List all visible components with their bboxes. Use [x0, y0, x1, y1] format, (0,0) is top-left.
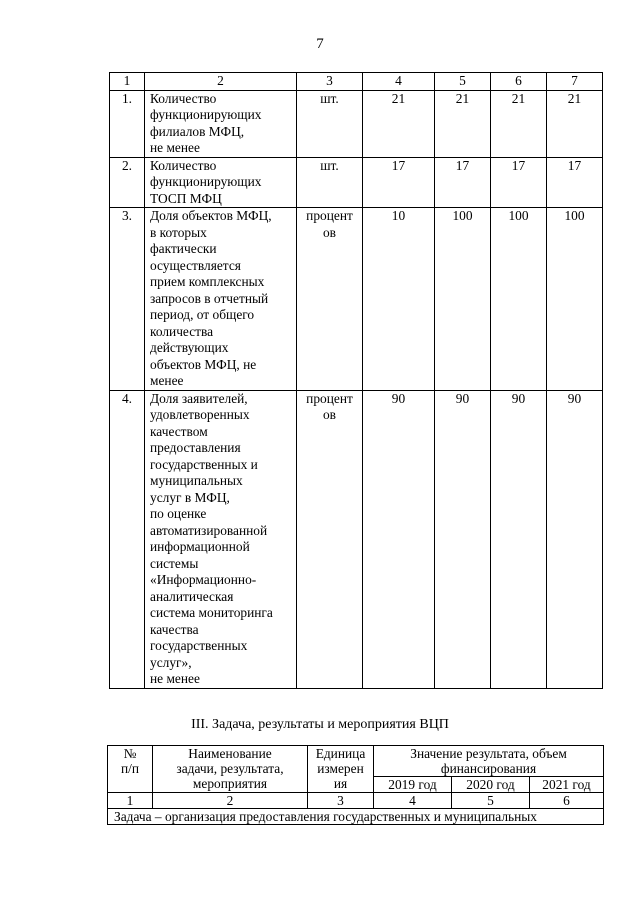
- year-2019: 2019 год: [374, 777, 452, 793]
- task-description: Задача – организация предоставления государственных и муниципальных: [108, 809, 604, 825]
- value-cell: 17: [435, 157, 491, 208]
- table-row: [110, 157, 603, 208]
- indicator-name: Количество функционирующих ТОСП МФЦ: [145, 157, 297, 208]
- row-number: 1.: [110, 90, 145, 157]
- value-cell: 100: [435, 208, 491, 391]
- column-index-header: 4: [363, 73, 435, 91]
- col-name-header: Наименование задачи, результата, мероприятия: [153, 746, 308, 793]
- column-index-header: 6: [491, 73, 547, 91]
- value-cell: 21: [547, 90, 603, 157]
- unit-cell: процент ов: [297, 390, 363, 688]
- value-cell: 17: [491, 157, 547, 208]
- index-cell: 4: [374, 793, 452, 809]
- table2-index-row: [108, 793, 604, 809]
- value-cell: 90: [435, 390, 491, 688]
- value-cell: 21: [435, 90, 491, 157]
- column-index-header: 3: [297, 73, 363, 91]
- index-cell: 6: [530, 793, 604, 809]
- section-title: III. Задача, результаты и мероприятия ВЦП: [191, 717, 449, 732]
- table2-header-row: [108, 746, 604, 777]
- table1-header-row: [110, 73, 603, 91]
- table-row: [110, 90, 603, 157]
- value-cell: 10: [363, 208, 435, 391]
- unit-cell: шт.: [297, 90, 363, 157]
- value-cell: 21: [363, 90, 435, 157]
- row-number: 4.: [110, 390, 145, 688]
- value-cell: 17: [363, 157, 435, 208]
- year-2020: 2020 год: [452, 777, 530, 793]
- column-index-header: 7: [547, 73, 603, 91]
- unit-cell: шт.: [297, 157, 363, 208]
- value-cell: 90: [363, 390, 435, 688]
- indicator-name: Количество функционирующих филиалов МФЦ, не менее: [145, 90, 297, 157]
- table2-task-row: [108, 809, 604, 825]
- indicator-name: Доля объектов МФЦ, в которых фактически осуществляется прием комплексных запросов в отчетный период, от общего количества действующих объектов МФЦ, не менее: [145, 208, 297, 391]
- value-cell: 90: [491, 390, 547, 688]
- value-cell: 17: [547, 157, 603, 208]
- table-row: [110, 208, 603, 391]
- year-2021: 2021 год: [530, 777, 604, 793]
- col-num-header: № п/п: [108, 746, 153, 793]
- table-row: [110, 390, 603, 688]
- value-cell: 100: [491, 208, 547, 391]
- row-number: 2.: [110, 157, 145, 208]
- col-unit-header: Единица измерен ия: [308, 746, 374, 793]
- column-index-header: 5: [435, 73, 491, 91]
- indicator-name: Доля заявителей, удовлетворенных качеством предоставления государственных и муниципальных услуг в МФЦ, по оценке автоматизированной информационной системы «Информационно- аналитическая система мониторинга качества государственных услуг», не менее: [145, 390, 297, 688]
- row-number: 3.: [110, 208, 145, 391]
- index-cell: 5: [452, 793, 530, 809]
- value-cell: 90: [547, 390, 603, 688]
- value-cell: 100: [547, 208, 603, 391]
- page-number: 7: [316, 36, 324, 52]
- index-cell: 1: [108, 793, 153, 809]
- index-cell: 3: [308, 793, 374, 809]
- column-index-header: 2: [145, 73, 297, 91]
- indicators-table: [109, 72, 603, 689]
- value-cell: 21: [491, 90, 547, 157]
- column-index-header: 1: [110, 73, 145, 91]
- index-cell: 2: [153, 793, 308, 809]
- unit-cell: процент ов: [297, 208, 363, 391]
- task-results-table: [107, 745, 604, 825]
- col-value-header: Значение результата, объем финансирования: [374, 746, 604, 777]
